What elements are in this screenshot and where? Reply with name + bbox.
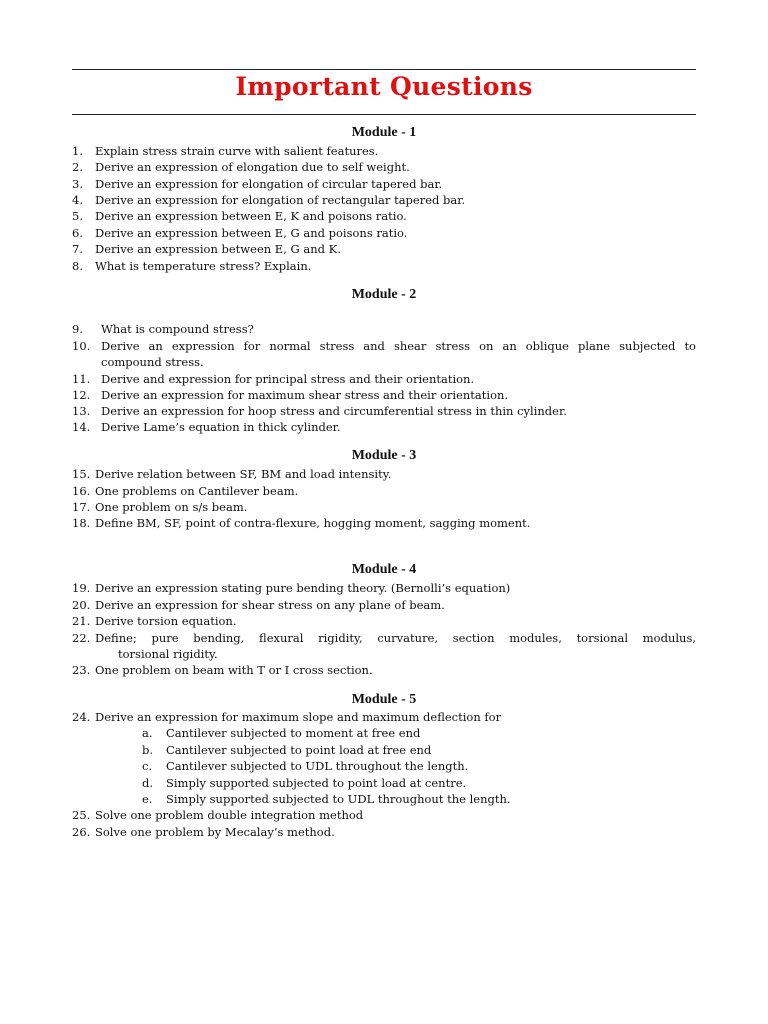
sub-list-item: c. Cantilever subjected to UDL throughout the length.: [142, 759, 469, 773]
module-heading: Module - 2: [351, 287, 417, 302]
list-item: 11. Derive and expression for principal stress and their orientation.: [72, 372, 475, 386]
list-item: 21. Derive torsion equation.: [72, 614, 237, 628]
list-item: 10. Derive an expression for normal stress and shear stress on an oblique plane subjected to: [72, 339, 696, 353]
list-item: 5. Derive an expression between E, K and poisons ratio.: [72, 209, 407, 223]
sub-list-item: e. Simply supported subjected to UDL throughout the length.: [142, 792, 511, 806]
module-heading: Module - 5: [351, 692, 417, 707]
bottom-rule: [72, 114, 696, 115]
list-item: 22. Define; pure bending, flexural rigidity, curvature, section modules, torsional modulus,: [72, 631, 696, 645]
list-item: 15. Derive relation between SF, BM and load intensity.: [72, 467, 392, 481]
list-item: 7. Derive an expression between E, G and K.: [72, 242, 341, 256]
list-item: 20. Derive an expression for shear stress on any plane of beam.: [72, 598, 445, 612]
list-item: 2. Derive an expression of elongation due to self weight.: [72, 160, 410, 174]
list-item: 4. Derive an expression for elongation of rectangular tapered bar.: [72, 193, 466, 207]
sub-list-item: b. Cantilever subjected to point load at free end: [142, 743, 432, 757]
sub-list-item: d. Simply supported subjected to point load at centre.: [142, 776, 467, 790]
list-item: 19. Derive an expression stating pure bending theory. (Bernolli’s equation): [72, 581, 511, 595]
list-item-continuation: compound stress.: [101, 355, 204, 369]
page-title: Important Questions: [235, 72, 533, 101]
list-item: 26. Solve one problem by Mecalay’s method.: [72, 825, 335, 839]
sub-list-item: a. Cantilever subjected to moment at free end: [142, 726, 421, 740]
list-item: 23. One problem on beam with T or I cross section.: [72, 663, 373, 677]
list-item: 12. Derive an expression for maximum shear stress and their orientation.: [72, 388, 509, 402]
list-item-continuation: torsional rigidity.: [118, 647, 218, 661]
list-item: 14. Derive Lame’s equation in thick cylinder.: [72, 420, 341, 434]
list-item: 3. Derive an expression for elongation of circular tapered bar.: [72, 177, 443, 191]
list-item: 1. Explain stress strain curve with salient features.: [72, 144, 379, 158]
list-item: 24. Derive an expression for maximum slope and maximum deflection for: [72, 710, 502, 724]
list-item: 8. What is temperature stress? Explain.: [72, 259, 312, 273]
list-item: 18. Define BM, SF, point of contra-flexure, hogging moment, sagging moment.: [72, 516, 531, 530]
module-heading: Module - 4: [351, 562, 417, 577]
module-heading: Module - 3: [351, 448, 417, 463]
list-item: 17. One problem on s/s beam.: [72, 500, 248, 514]
module-heading: Module - 1: [351, 125, 417, 140]
list-item: 6. Derive an expression between E, G and poisons ratio.: [72, 226, 408, 240]
list-item: 25. Solve one problem double integration method: [72, 808, 364, 822]
list-item: 13. Derive an expression for hoop stress and circumferential stress in thin cylinder.: [72, 404, 567, 418]
list-item: 16. One problems on Cantilever beam.: [72, 484, 299, 498]
list-item: 9. What is compound stress?: [72, 322, 254, 336]
